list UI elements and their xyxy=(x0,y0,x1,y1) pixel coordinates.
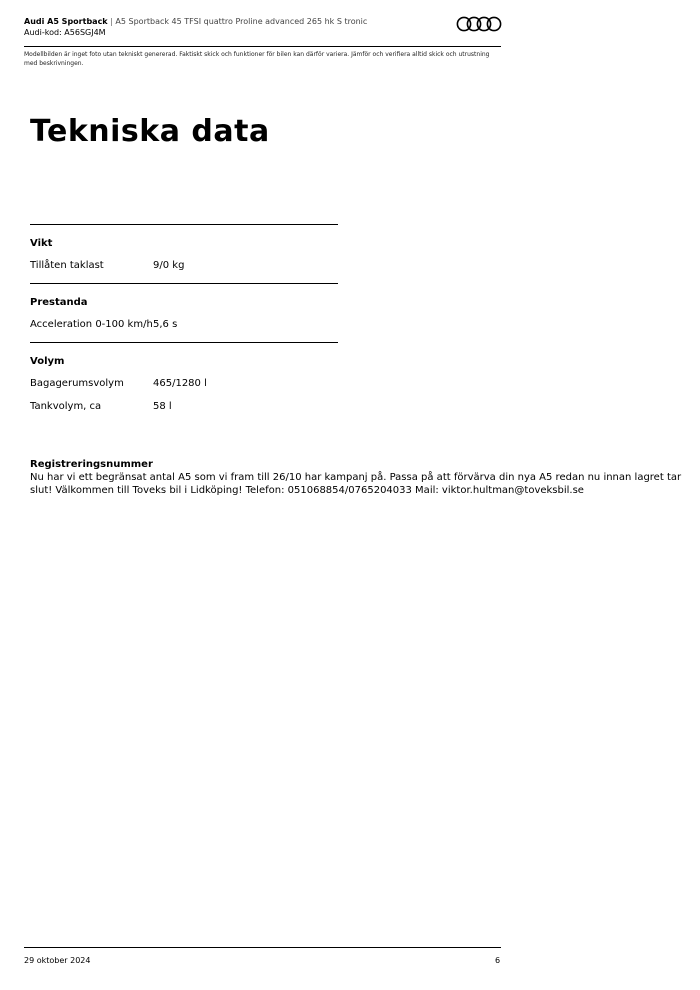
disclaimer-text: Modellbilden är inget foto utan tekniskt genererad. Faktiskt skick och funktioner för bilen kan därför variera. Jämför och verifiera alltid skick och utrustning med beskrivningen. xyxy=(24,51,490,67)
page-title: Tekniska data xyxy=(30,114,270,149)
page-header xyxy=(24,16,501,38)
spec-value: 9/0 kg xyxy=(153,260,185,271)
page-number: 6 xyxy=(495,956,501,965)
spec-label: Acceleration 0-100 km/h xyxy=(30,319,153,330)
footer-date: 29 oktober 2024 xyxy=(24,956,91,965)
spec-row xyxy=(30,377,338,391)
model-name: Audi A5 Sportback xyxy=(24,17,108,26)
audi-code: Audi-kod: A56SGJ4M xyxy=(24,28,106,37)
spec-label: Tillåten taklast xyxy=(30,260,104,271)
registration-title: Registreringsnummer xyxy=(30,459,153,470)
footer-divider xyxy=(24,947,501,948)
spec-value: 58 l xyxy=(153,401,172,412)
section-performance xyxy=(30,284,338,342)
audi-rings-logo xyxy=(456,15,502,33)
spec-row xyxy=(30,318,338,332)
spec-row xyxy=(30,259,338,273)
spec-row xyxy=(30,400,338,414)
spec-label: Tankvolym, ca xyxy=(30,401,102,412)
registration-section xyxy=(30,458,690,497)
header-divider xyxy=(24,46,501,47)
spec-value: 465/1280 l xyxy=(153,378,207,389)
spec-value: 5,6 s xyxy=(153,319,178,330)
section-title: Volym xyxy=(30,356,65,367)
header-separator: | xyxy=(110,17,113,26)
section-title: Prestanda xyxy=(30,297,88,308)
section-weight xyxy=(30,225,338,283)
model-variant: A5 Sportback 45 TFSI quattro Proline advanced 265 hk S tronic xyxy=(115,17,368,26)
section-title: Vikt xyxy=(30,238,53,249)
model-line xyxy=(24,16,368,27)
spec-label: Bagagerumsvolym xyxy=(30,378,124,389)
registration-text: Nu har vi ett begränsat antal A5 som vi fram till 26/10 har kampanj på. Passa på att förvärva din nya A5 redan nu innan lagret tar slut! Välkommen till Toveks bil i Lidköping! Telefon: 051068854/0765204033 Mail: viktor.hultman@toveksbil.se xyxy=(30,472,682,496)
spec-table xyxy=(30,224,338,424)
section-volume xyxy=(30,343,338,424)
